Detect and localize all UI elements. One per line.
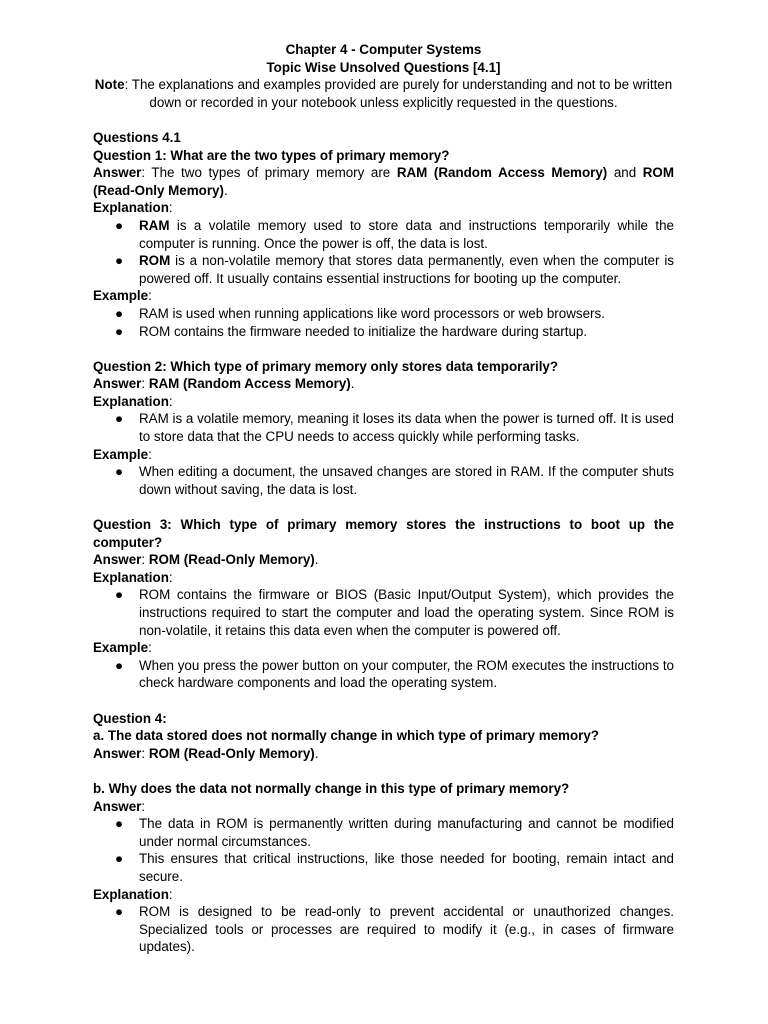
example-heading [93,639,674,657]
period: . [314,552,319,568]
explanation-heading [93,569,674,587]
bullet-icon: ● [115,587,124,603]
answer-text: and [607,165,643,181]
explanation-list [93,410,674,445]
term-rom: ROM [139,253,171,269]
example-heading [93,446,674,464]
explanation-list [93,903,674,956]
answer-ram: RAM (Random Access Memory) [396,165,608,181]
list-item-text: RAM is used when running applications like word processors or web browsers. [139,305,605,321]
list-item [93,323,674,341]
period: . [350,376,355,392]
answer-label: Answer [93,745,142,761]
list-item-text: is a non-volatile memory that stores data permanently, even when the computer is powered off. It usually contains essential instructions for booting up the computer. [139,253,674,286]
list-item [93,657,674,692]
explanation-label: Explanation [93,200,169,216]
answer-text: : The two types of primary memory are [141,165,397,181]
explanation-label: Explanation [93,886,169,902]
question-4 [93,710,674,956]
note-paragraph [85,76,682,111]
list-item-text: is a volatile memory used to store data and instructions temporarily while the computer is running. Once the power is off, the data is lost. [139,217,674,251]
question-2 [93,358,674,499]
question-3-text: Question 3: Which type of primary memory stores the instructions to boot up the computer? [93,517,674,550]
list-item [93,217,674,252]
colon: : [168,200,173,216]
list-item-text: ROM contains the firmware needed to initialize the hardware during startup. [139,323,588,339]
colon: : [148,288,152,304]
question-4-heading: Question 4: [93,710,167,726]
colon: : [168,569,173,585]
question-2-text: Question 2: Which type of primary memory only stores data temporarily? [93,358,559,374]
answer-rom: ROM (Read-Only Memory) [93,165,674,198]
explanation-heading [93,199,674,217]
question-4a-answer [93,745,674,763]
example-list [93,305,674,340]
list-item-text: When you press the power button on your computer, the ROM executes the instructions to check hardware components and load the operating system. [139,657,674,691]
list-item-text: When editing a document, the unsaved changes are stored in RAM. If the computer shuts down without saving, the data is lost. [139,464,674,497]
answer-value: ROM (Read-Only Memory) [148,745,315,761]
answer-label: Answer [93,165,142,181]
colon: : [168,886,173,902]
document-page [93,41,674,956]
answer-value: ROM (Read-Only Memory) [148,552,315,568]
question-1-text: Question 1: What are the two types of primary memory? [93,147,450,163]
list-item-text: The data in ROM is permanently written during manufacturing and cannot be modified under normal circumstances. [139,816,674,849]
example-list [93,463,674,498]
answer-list [93,815,674,885]
colon: : [148,640,152,656]
list-item [93,305,674,323]
document-header [85,41,682,111]
bullet-icon: ● [115,851,124,867]
bullet-icon: ● [115,323,124,339]
term-ram: RAM [139,217,170,233]
document-title: Chapter 4 - Computer Systems [285,42,482,57]
bullet-icon: ● [115,411,124,427]
list-item [93,463,674,498]
list-item [93,410,674,445]
answer-label: Answer [93,552,142,568]
explanation-label: Explanation [93,393,169,409]
example-label: Example [93,288,149,304]
list-item-text: RAM is a volatile memory, meaning it loses its data when the power is turned off. It is used to store data that the CPU needs to access quickly while performing tasks. [139,411,674,445]
colon: : [141,745,146,761]
period: . [314,745,319,761]
bullet-icon: ● [115,217,124,233]
question-3 [93,516,674,692]
example-label: Example [93,640,149,656]
list-item [93,252,674,287]
answer-label: Answer [93,376,142,392]
explanation-heading [93,886,674,904]
list-item-text: This ensures that critical instructions, like those needed for booting, remain intact and secure. [139,851,674,884]
list-item [93,850,674,885]
note-label: Note [94,77,125,93]
answer-text: . [223,182,228,198]
answer-value: RAM (Random Access Memory) [148,376,351,392]
bullet-icon: ● [115,305,124,321]
document-subtitle: Topic Wise Unsolved Questions [4.1] [266,59,501,75]
colon: : [141,798,146,814]
bullet-icon: ● [115,253,124,269]
colon: : [141,552,146,568]
question-2-answer [93,375,674,393]
bullet-icon: ● [115,464,124,480]
list-item [93,586,674,639]
list-item-text: ROM contains the firmware or BIOS (Basic Input/Output System), which provides the instructions required to start the computer and load the operating system. Since ROM is non-volatile, it retains this data even when the computer is powered off. [139,587,674,638]
question-4b-text: b. Why does the data not normally change in this type of primary memory? [93,780,570,796]
colon: : [168,393,173,409]
explanation-list [93,217,674,287]
answer-label: Answer [93,798,142,814]
list-item-text: ROM is designed to be read-only to prevent accidental or unauthorized changes. Specialized tools or processes are required to modify it (e.g., in cases of firmware updates). [139,904,674,955]
list-item [93,815,674,850]
colon: : [148,446,152,462]
explanation-list [93,586,674,639]
example-heading [93,287,674,305]
question-4a-text: a. The data stored does not normally change in which type of primary memory? [93,728,599,744]
explanation-heading [93,393,674,411]
question-1 [93,147,674,341]
question-3-answer [93,551,674,569]
note-text: : The explanations and examples provided are purely for understanding and not to be written down or recorded in your notebook unless explicitly requested in the questions. [124,77,673,110]
list-item [93,903,674,956]
explanation-label: Explanation [93,569,169,585]
bullet-icon: ● [115,657,124,673]
colon: : [141,376,146,392]
bullet-icon: ● [115,816,124,832]
example-label: Example [93,446,149,462]
example-list [93,657,674,692]
question-1-answer [93,164,674,199]
section-heading: Questions 4.1 [93,129,181,145]
bullet-icon: ● [115,904,124,920]
answer-heading [93,798,674,816]
